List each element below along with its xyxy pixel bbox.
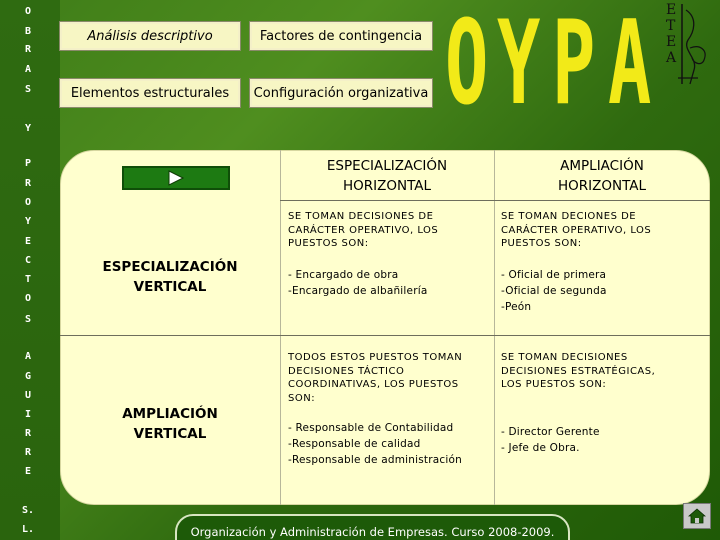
header-line: VERTICAL bbox=[133, 279, 207, 295]
cell-intro-text bbox=[288, 210, 438, 251]
text-line: LOS PUESTOS SON: bbox=[501, 379, 607, 390]
home-icon bbox=[688, 508, 706, 524]
cell-list bbox=[288, 267, 427, 299]
header-line: AMPLIACIÓN bbox=[122, 406, 218, 422]
sidebar-letter: P bbox=[24, 158, 32, 169]
cell-intro-text bbox=[501, 351, 655, 392]
sidebar-letter: L. bbox=[21, 524, 35, 535]
header-divider bbox=[280, 200, 494, 201]
title-letter-a: A bbox=[608, 0, 652, 131]
etea-logo bbox=[664, 0, 712, 90]
cell-list bbox=[288, 420, 462, 468]
play-icon bbox=[167, 170, 185, 186]
text-line: CARÁCTER OPERATIVO, LOS bbox=[501, 224, 652, 236]
text-line: SE TOMAN DECISIONES bbox=[501, 352, 628, 363]
title-letter-y: Y bbox=[497, 0, 541, 131]
sidebar-letter: Y bbox=[24, 216, 32, 227]
sidebar-letter: T bbox=[24, 274, 32, 285]
sidebar-letter: R bbox=[24, 44, 32, 55]
sidebar-letter: I bbox=[24, 409, 32, 420]
list-item: -Peón bbox=[501, 301, 532, 313]
text-line: DECISIONES ESTRATÉGICAS, bbox=[501, 365, 656, 377]
sidebar-letter: G bbox=[24, 371, 32, 382]
list-item: - Director Gerente bbox=[501, 426, 600, 438]
sidebar-letter: O bbox=[24, 6, 32, 17]
sidebar-letter: A bbox=[24, 351, 32, 362]
sidebar-letter: O bbox=[24, 293, 32, 304]
sidebar-letter: B bbox=[24, 26, 32, 37]
home-button[interactable] bbox=[683, 503, 711, 529]
list-item: - Oficial de primera bbox=[501, 269, 607, 281]
header-line: HORIZONTAL bbox=[557, 178, 647, 194]
cell-list bbox=[501, 267, 607, 315]
play-button[interactable] bbox=[122, 166, 230, 190]
text-line: COORDINATIVAS, LOS PUESTOS bbox=[288, 379, 459, 390]
text-line: PUESTOS SON: bbox=[501, 238, 582, 249]
sidebar-letter: S bbox=[24, 314, 32, 325]
header-line: VERTICAL bbox=[133, 426, 207, 442]
sidebar-letter: R bbox=[24, 428, 32, 439]
sidebar-letter: A bbox=[24, 64, 32, 75]
list-item: -Responsable de calidad bbox=[288, 438, 421, 450]
column-header-ampliacion-horizontal bbox=[494, 156, 710, 196]
list-item: - Encargado de obra bbox=[288, 269, 399, 281]
text-line: PUESTOS SON: bbox=[288, 238, 369, 249]
column-header-especializacion-horizontal bbox=[280, 156, 494, 196]
sidebar-letter: R bbox=[24, 178, 32, 189]
title-letter-o: O bbox=[445, 0, 489, 131]
sidebar-letter: R bbox=[24, 447, 32, 458]
header-line: HORIZONTAL bbox=[342, 178, 432, 194]
logo-letter: A bbox=[666, 50, 677, 66]
column-divider bbox=[494, 150, 495, 505]
cell-intro-text bbox=[288, 351, 462, 405]
list-item: -Encargado de albañilería bbox=[288, 285, 428, 297]
sidebar-letter: E bbox=[24, 466, 32, 477]
header-divider bbox=[494, 200, 710, 201]
row-header-ampliacion-vertical bbox=[60, 404, 280, 444]
list-item: - Jefe de Obra. bbox=[501, 442, 580, 454]
text-line: DECISIONES TÁCTICO bbox=[288, 365, 405, 377]
list-item: - Responsable de Contabilidad bbox=[288, 422, 454, 434]
sidebar-letter: O bbox=[24, 197, 32, 208]
text-line: TODOS ESTOS PUESTOS TOMAN bbox=[288, 352, 463, 363]
elementos-estructurales-button[interactable]: Elementos estructurales bbox=[60, 79, 240, 107]
column-divider bbox=[280, 150, 281, 505]
sidebar-letter: S bbox=[24, 84, 32, 95]
header-line: AMPLIACIÓN bbox=[560, 158, 644, 174]
header-line: ESPECIALIZACIÓN bbox=[326, 158, 448, 174]
sidebar-letter: S. bbox=[21, 505, 35, 516]
logo-emblem-icon bbox=[664, 0, 712, 90]
sidebar-letter: U bbox=[24, 390, 32, 401]
row-header-especializacion-vertical bbox=[60, 257, 280, 297]
footer-text: Organización y Administración de Empresas. Curso 2008-2009. bbox=[190, 525, 555, 539]
text-line: SE TOMAN DECISIONES DE bbox=[288, 211, 434, 222]
logo-letter: T bbox=[666, 18, 676, 34]
logo-letter: E bbox=[666, 2, 677, 18]
sidebar-letter: E bbox=[24, 236, 32, 247]
sidebar-letter: C bbox=[24, 255, 32, 266]
cell-list bbox=[501, 424, 600, 456]
title-letter-p: P bbox=[552, 0, 596, 131]
configuracion-organizativa-button[interactable]: Configuración organizativa bbox=[250, 79, 432, 107]
analisis-descriptivo-button[interactable]: Análisis descriptivo bbox=[60, 22, 240, 50]
header-line: ESPECIALIZACIÓN bbox=[102, 259, 238, 275]
sidebar bbox=[0, 0, 60, 540]
text-line: CARÁCTER OPERATIVO, LOS bbox=[288, 224, 439, 236]
logo-letter: E bbox=[666, 34, 677, 50]
text-line: SON: bbox=[288, 392, 316, 404]
sidebar-letter: Y bbox=[24, 123, 32, 134]
list-item: -Oficial de segunda bbox=[501, 285, 607, 297]
list-item: -Responsable de administración bbox=[288, 454, 462, 466]
course-footer bbox=[175, 514, 570, 540]
row-divider bbox=[60, 335, 710, 336]
factores-contingencia-button[interactable]: Factores de contingencia bbox=[250, 22, 432, 50]
cell-intro-text bbox=[501, 210, 651, 251]
text-line: SE TOMAN DECIONES DE bbox=[501, 211, 637, 222]
